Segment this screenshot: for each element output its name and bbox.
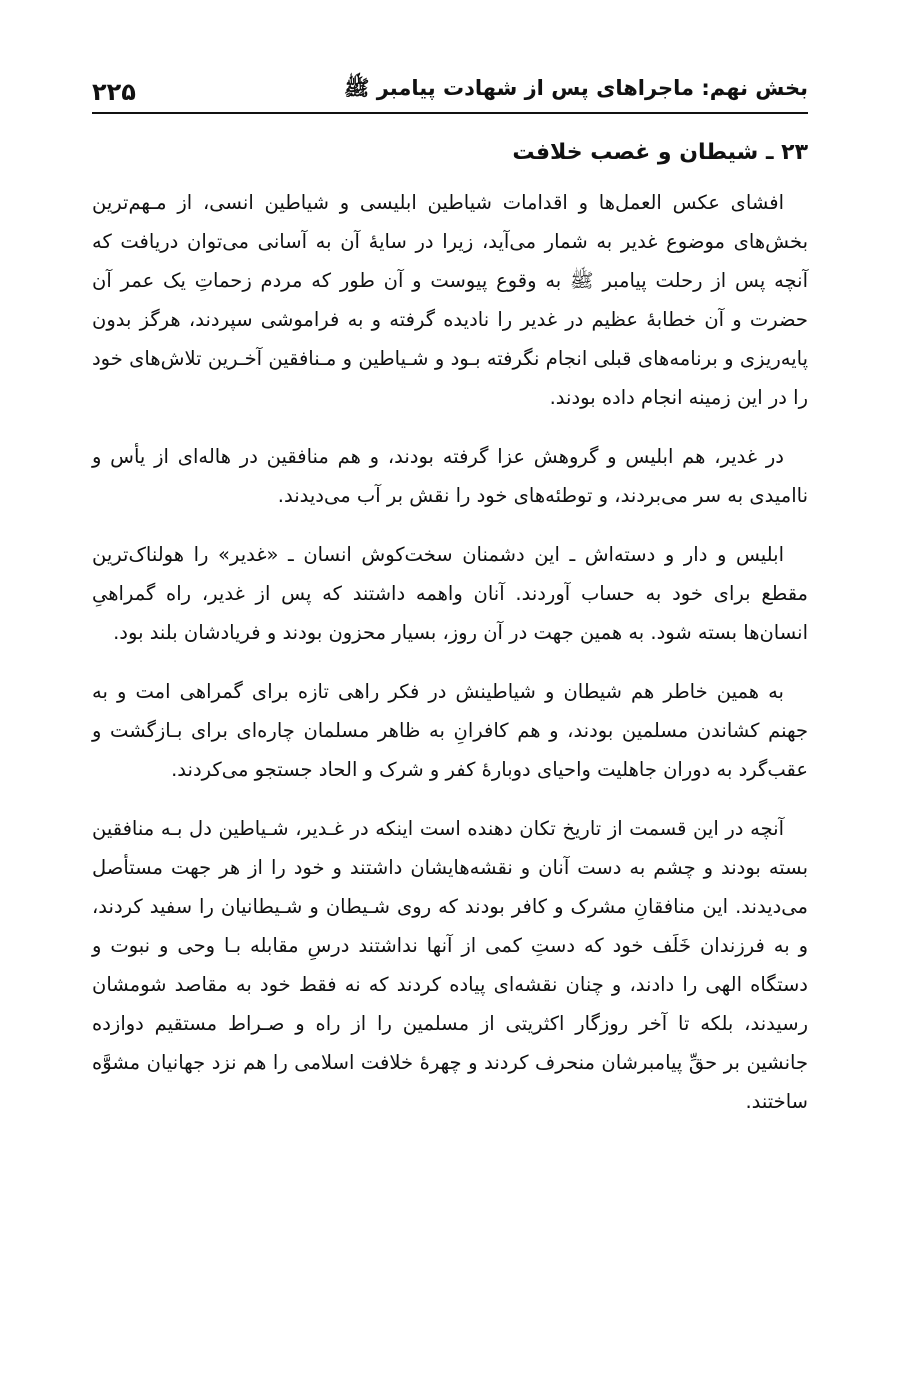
page-number: ۲۲۵ [92, 78, 136, 106]
body-text [92, 183, 808, 1141]
paragraph-5: آنچه در این قسمت از تاریخ تکان دهنده است اینکه در غـدیر، شـیاطین دل بـه منافقین بسته بودند و چشم به دست آنان و نقشه‌هایشان داشتند و خود را از هر جهت مستأصل می‌دیدند. این منافقانِ مشرک و کافر بودند که روی شـیطان و شـیطانیان را سفید کردند، و به فرزندان خَلَف خود که دستِ کمی از آنها نداشتند درسِ مقابله بـا وحی و نبوت و دستگاه الهی را دادند، و چنان نقشه‌ای پیاده کردند که نه فقط خود به مقاصد شومشان رسیدند، بلکه تا آخر روزگار اکثریتی از مسلمین را از راه و صـراط مستقیم دوازده جانشین بر حقِّ پیامبرشان منحرف کردند و چهرهٔ خلافت اسلامی را هم نزد جهانیان مشوَّه ساختند. [92, 817, 808, 1113]
paragraph-4: به همین خاطر هم شیطان و شیاطینش در فکر راهی تازه برای گمراهی امت و به جهنم کشاندن مسلمین بودند، و هم کافرانِ به ظاهر مسلمان چاره‌ای برای بـازگشت و عقب‌گرد به دوران جاهلیت واحیای دوبارهٔ کفر و شرک و الحاد جستجو می‌کردند. [92, 680, 808, 781]
paragraph-3: ابلیس و دار و دسته‌اش ـ این دشمنان سخت‌کوش انسان ـ «غدیر» را هولناک‌ترین مقطع برای خود به حساب آوردند. آنان واهمه داشتند که پس از غدیر، راه گمراهیِ انسان‌ها بسته شود. به همین جهت در آن روز، بسیار محزون بودند و فریادشان بلند بود. [92, 543, 808, 644]
running-title: بخش نهم: ماجراهای پس از شهادت پیامبر ﷺ [344, 76, 808, 100]
running-header [92, 66, 808, 114]
paragraph-1: افشای عکس العمل‌ها و اقدامات شیاطین ابلیسی و شیاطین انسی، از مـهم‌ترین بخش‌های موضوع غدیر به شمار می‌آید، زیرا در سایهٔ آن به آسانی می‌توان دریافت که آنچه پس از رحلت پیامبر ﷺ به وقوع پیوست و آن طور که مردم زحماتِ یک عمر آن حضرت و آن خطابهٔ عظیم در غدیر را نادیده گرفته و به فراموشی سپردند، هرگز بدون پایه‌ریزی و برنامه‌های قبلی انجام نگرفته بـود و شـیاطین و مـنافقین آخـرین تلاش‌های خود را در این زمینه انجام داده بودند. [92, 191, 808, 409]
paragraph-2: در غدیر، هم ابلیس و گروهش عزا گرفته بودند، و هم منافقین در هاله‌ای از یأس و ناامیدی به سر می‌بردند، و توطئه‌های خود را نقش بر آب می‌دیدند. [92, 445, 808, 507]
book-page [92, 0, 808, 1390]
section-title: ۲۳ ـ شیطان و غصب خلافت [512, 140, 808, 165]
